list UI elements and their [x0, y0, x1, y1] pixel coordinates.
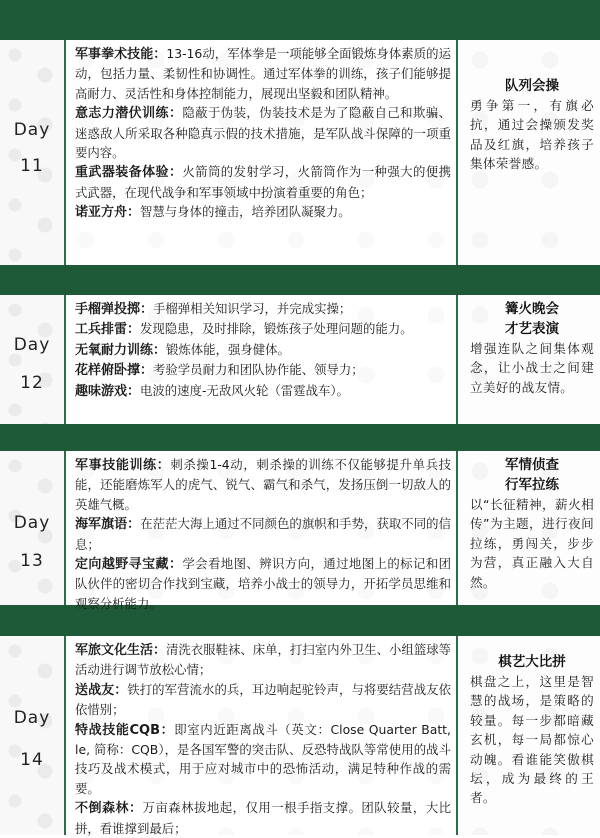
day-cell	[0, 40, 66, 265]
activity-title: 花样俯卧撑：	[75, 363, 154, 379]
activity-item	[75, 720, 451, 799]
evening-subtitle: 才艺表演	[505, 321, 559, 337]
evening-title: 队列会操	[505, 78, 559, 94]
activity-title: 重武器装备体验：	[75, 165, 183, 181]
activity-item	[75, 319, 451, 339]
activity-title: 不倒森林：	[75, 801, 143, 817]
activity-title: 海军旗语：	[75, 517, 141, 533]
activity-title: 工兵排雷：	[75, 322, 141, 338]
activity-text: 锻炼体能，强身健体。	[166, 341, 290, 357]
day-number: 11	[20, 156, 44, 176]
day-number: 12	[20, 373, 44, 393]
day-word: Day	[13, 120, 51, 140]
evening-text: 以“长征精神，薪火相传”为主题，进行夜间拉练，勇闯关，步步为营，真正融入大自然。	[470, 497, 594, 590]
band-2	[0, 424, 600, 451]
evening-cell	[460, 636, 600, 835]
activity-title: 特战技能CQB：	[75, 722, 175, 738]
activity-item	[75, 381, 451, 401]
activity-text: 清洗衣服鞋袜、床单，打扫室内外卫生、小组篮球等活动进行调节放松心情；	[75, 642, 451, 678]
activities-cell	[66, 636, 458, 835]
activities-cell	[66, 40, 458, 265]
activity-item	[75, 44, 451, 103]
day-cell	[0, 451, 66, 605]
activity-text: 在茫茫大海上通过不同颜色的旗帜和手势，获取不同的信息；	[75, 516, 451, 552]
activity-title: 趣味游戏：	[75, 383, 141, 399]
activity-text: 考验学员耐力和团队协作能、领导力；	[153, 362, 364, 378]
day-cell	[0, 295, 66, 424]
activity-title: 军事技能训练：	[75, 458, 171, 473]
activity-text: 学会看地图、辨识方向，通过地图上的标记和团队伙伴的密切合作找到宝藏，培养小战士的领导力，开拓学员思维和观察分析能力。	[75, 556, 451, 611]
band-top	[0, 0, 600, 40]
day-word: Day	[13, 513, 51, 533]
evening-text: 棋盘之上，这里是智慧的战场，是策略的较量。每一步都暗藏玄机，每一局都惊心动魄。看谁能笑傲棋坛，成为最终的王者。	[470, 674, 594, 806]
activity-title: 意志力潜伏训练：	[75, 106, 183, 122]
day-row-14	[0, 636, 600, 835]
evening-text: 勇争第一，有旗必抗，通过会操颁发奖品及红旗，培养孩子集体荣誉感。	[470, 98, 594, 172]
activity-title: 送战友：	[75, 682, 128, 698]
activity-item	[75, 680, 451, 720]
activity-text: 铁打的军营流水的兵，耳边响起驼铃声，与将要结营战友依依惜别；	[75, 681, 451, 718]
activity-text: 隐蔽于伪装，伪装技术是为了隐蔽自己和欺骗、迷惑敌人所采取各种隐真示假的技术措施，是军队战斗保障的一项重要内容。	[75, 105, 451, 161]
evening-cell	[460, 40, 600, 265]
activity-item	[75, 103, 451, 162]
activity-title: 手榴弹投掷：	[75, 302, 154, 317]
activity-item	[75, 554, 451, 613]
activity-item	[75, 299, 451, 319]
day-word: Day	[13, 708, 51, 728]
activity-title: 定向越野寻宝藏：	[75, 557, 183, 573]
activity-text: 电波的速度-无敌风火轮（雷霆战车）。	[140, 382, 349, 398]
evening-text: 增强连队之间集体观念，让小战士之间建立美好的战友情。	[470, 341, 594, 395]
activity-text: 刺杀操1-4动，刺杀操的训练不仅能够提升单兵技能，还能磨炼军人的虎气、锐气、霸气和杀气，发扬压倒一切敌人的英雄气概。	[75, 457, 451, 512]
activity-title: 无氧耐力训练：	[75, 342, 167, 358]
activity-item	[75, 514, 451, 554]
band-1	[0, 265, 600, 295]
evening-title: 军情侦查	[505, 457, 559, 473]
activity-text: 13-16动，军体拳是一项能够全面锻炼身体素质的运动，包括力量、柔韧性和协调性。通过军体拳的训练，孩子们能够提高耐力、灵活性和身体控制能力，展现出坚毅和团队精神。	[75, 46, 451, 101]
activity-text: 即室内近距离战斗（英文：Close Quarter Batt, le, 简称：CQB），是各国军警的突击队、反恐特战队等常使用的战斗技巧及战术模式，用于应对城市中的恐怖活动，满足特种作战的需要。	[75, 721, 451, 796]
activities-cell	[66, 451, 458, 611]
activity-text: 火箭筒的发射学习，火箭筒作为一种强大的便携式武器，在现代战争和军事领域中扮演着重要的角色；	[75, 164, 451, 200]
activity-item	[75, 360, 451, 380]
activity-text: 发现隐患，及时排除，锻炼孩子处理问题的能力。	[140, 321, 413, 337]
day-cell	[0, 636, 66, 835]
day-number: 14	[20, 750, 44, 770]
activity-item	[75, 798, 451, 838]
evening-title: 篝火晚会	[505, 301, 559, 317]
evening-cell	[460, 451, 600, 605]
activity-title: 军事拳术技能：	[75, 47, 167, 62]
activity-title: 诺亚方舟：	[75, 205, 141, 221]
activity-item	[75, 455, 451, 514]
evening-cell	[460, 295, 600, 424]
day-number: 13	[20, 551, 44, 571]
evening-subtitle: 行军拉练	[505, 477, 559, 493]
activity-item	[75, 340, 451, 360]
activity-item	[75, 202, 451, 222]
activity-item	[75, 640, 451, 680]
activity-text: 智慧与身体的撞击，培养团队凝聚力。	[140, 204, 351, 220]
activity-item	[75, 162, 451, 202]
evening-title: 棋艺大比拼	[498, 654, 566, 670]
day-row-12	[0, 295, 600, 424]
activity-title: 军旅文化生活：	[75, 643, 167, 658]
activity-text: 手榴弹相关知识学习，并完成实操；	[153, 301, 352, 316]
day-word: Day	[13, 335, 51, 355]
activities-cell	[66, 295, 458, 424]
activity-text: 万亩森林拔地起，仅用一根手指支撑。团队较量，大比拼，看谁撑到最后；	[75, 800, 451, 836]
day-row-13	[0, 451, 600, 611]
day-row-11	[0, 40, 600, 265]
